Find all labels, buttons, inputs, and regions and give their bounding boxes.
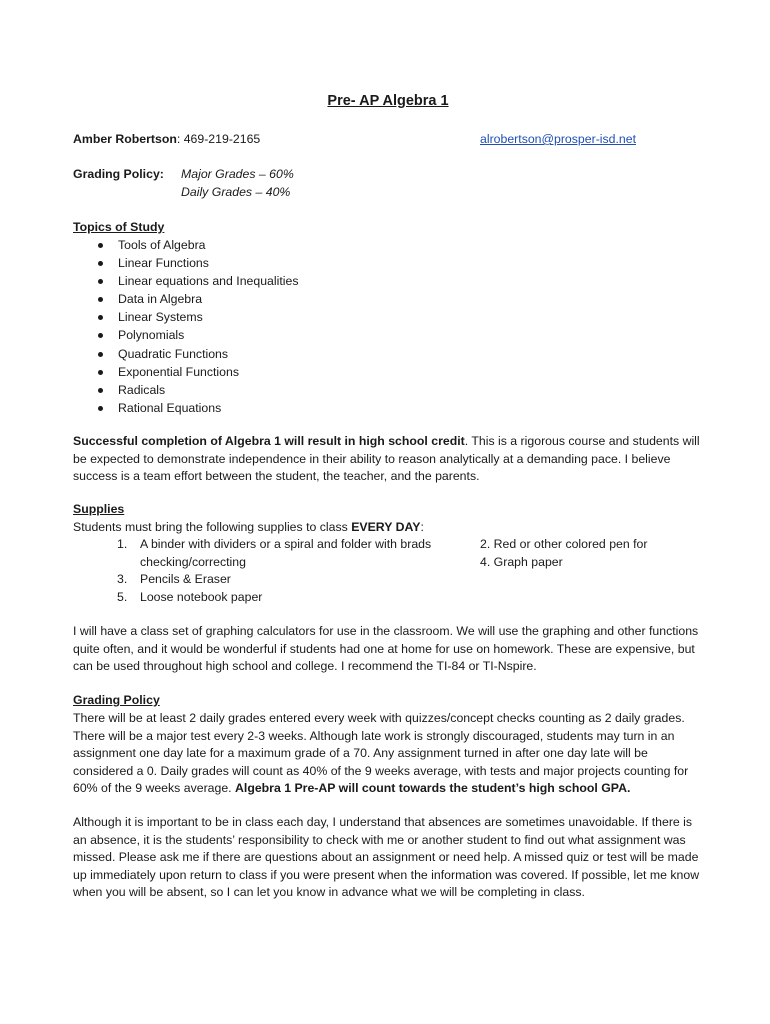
supply-item: 2. Red or other colored pen for	[480, 537, 648, 551]
credit-statement: Successful completion of Algebra 1 will result in high school credit	[73, 434, 465, 448]
supplies-list-right	[480, 536, 647, 571]
bullet-icon	[98, 370, 103, 375]
credit-paragraph: Successful completion of Algebra 1 will result in high school credit. This is a rigorous course and students will be expected to demonstrate independence in their ability to reason analytically at a demanding pace. I believe success is a team effort between the student, the teacher, and the parents.	[73, 434, 700, 484]
topic-item: Data in Algebra	[73, 291, 703, 309]
topics-list	[73, 237, 703, 418]
page-title: Pre- AP Algebra 1	[327, 93, 449, 109]
bullet-icon	[98, 333, 103, 338]
topics-heading: Topics of Study	[73, 220, 165, 234]
grading-policy-text: There will be at least 2 daily grades entered every week with quizzes/concept checks counting as 2 daily grades. There will be a major test every 2-3 weeks. Although late work is strongly discouraged, students may turn in an assignment one day late for a maximum grade of a 70. Any assignment turned in after one day late will be considered a 0. Daily grades will count as 40% of the 9 weeks average, with tests and major projects counting for 60% of the 9 weeks average. Algebra 1 Pre-AP will count towards the student’s high school GPA.	[73, 711, 689, 796]
bullet-icon	[98, 297, 103, 302]
calculators-paragraph: I will have a class set of graphing calculators for use in the classroom. We will use the graphing and other functions quite often, and it would be wonderful if students had one at home for use on homework. These are expensive, but can be used throughout high school and college. I recommend the TI-84 or TI-Nspire.	[73, 624, 699, 674]
topic-item: Rational Equations	[73, 400, 703, 418]
bullet-icon	[98, 315, 103, 320]
supplies-list-left	[73, 536, 473, 606]
topic-item: Polynomials	[73, 327, 703, 345]
grading-summary-label: Grading Policy:	[73, 167, 164, 181]
major-grades-weight: Major Grades – 60%	[181, 167, 294, 181]
topics-section	[73, 219, 703, 418]
supply-item: 4. Graph paper	[480, 554, 563, 569]
bullet-icon	[98, 352, 103, 357]
bullet-icon	[98, 388, 103, 393]
bullet-icon	[98, 261, 103, 266]
daily-grades-weight: Daily Grades – 40%	[181, 185, 291, 199]
topic-item: Quadratic Functions	[73, 346, 703, 364]
gpa-statement: Algebra 1 Pre-AP will count towards the student’s high school GPA.	[235, 781, 631, 796]
supply-item: 5. Loose notebook paper	[117, 589, 263, 604]
supply-item: 1. A binder with dividers or a spiral and folder with brads checking/correcting	[117, 537, 432, 569]
supplies-intro: Students must bring the following supplies to class EVERY DAY:	[73, 520, 424, 534]
absence-paragraph: Although it is important to be in class each day, I understand that absences are sometimes unavoidable. If there is an absence, it is the students’ responsibility to check with me or another student to find out what assignment was missed. Please ask me if there are questions about an assignment or need help. A missed quiz or test will be made up immediately upon return to class if you were present when the information was covered. If possible, let me know when you will be absent, so I can let you know in advance what we will be completing in class.	[73, 815, 700, 900]
topic-item: Linear equations and Inequalities	[73, 273, 703, 291]
supplies-section	[73, 501, 703, 604]
topic-item: Radicals	[73, 382, 703, 400]
contact-line	[73, 131, 703, 149]
teacher-phone: : 469-219-2165	[176, 132, 261, 146]
bullet-icon	[98, 243, 103, 248]
bullet-icon	[98, 406, 103, 411]
topic-item: Exponential Functions	[73, 364, 703, 382]
topic-item: Linear Functions	[73, 255, 703, 273]
teacher-email-link[interactable]: alrobertson@prosper-isd.net	[480, 132, 637, 146]
topic-item: Linear Systems	[73, 309, 703, 327]
grading-policy-heading: Grading Policy	[73, 693, 160, 707]
topic-item: Tools of Algebra	[73, 237, 703, 255]
bullet-icon	[98, 279, 103, 284]
supply-item: 3. Pencils & Eraser	[117, 572, 231, 587]
teacher-name: Amber Robertson	[73, 132, 177, 146]
supplies-heading: Supplies	[73, 502, 125, 516]
grading-policy-section	[73, 692, 703, 798]
